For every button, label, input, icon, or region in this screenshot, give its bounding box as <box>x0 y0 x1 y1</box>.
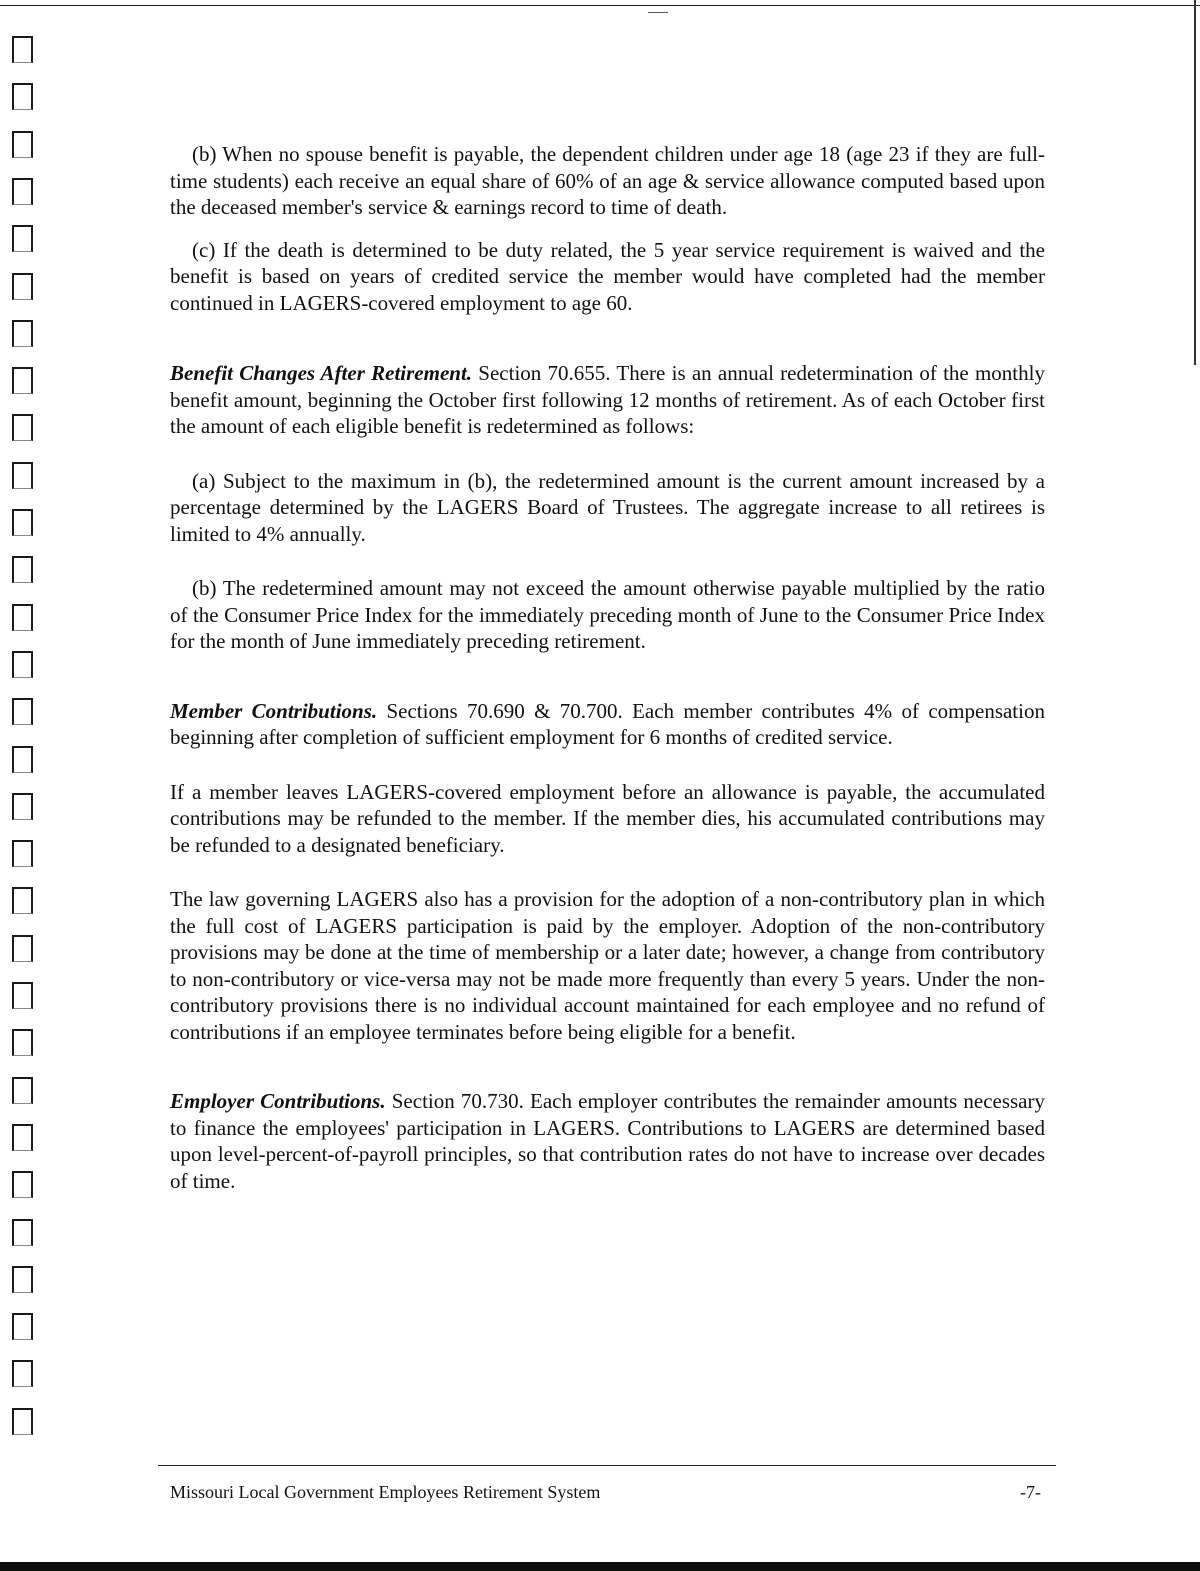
scan-top-mark <box>648 12 668 13</box>
binder-hole <box>12 367 33 394</box>
document-body <box>170 141 1045 1194</box>
binder-holes <box>12 36 42 1536</box>
binder-hole <box>12 1266 33 1293</box>
binder-hole <box>12 793 33 820</box>
binder-hole <box>12 1077 33 1104</box>
heading-member-contributions: Member Contributions. <box>170 698 378 723</box>
binder-hole <box>12 320 33 347</box>
scan-bottom-edge <box>0 1562 1200 1571</box>
binder-hole <box>12 1313 33 1340</box>
binder-hole <box>12 1171 33 1198</box>
binder-hole <box>12 1408 33 1435</box>
binder-hole <box>12 1360 33 1387</box>
binder-hole <box>12 651 33 678</box>
binder-hole <box>12 414 33 441</box>
binder-hole <box>12 840 33 867</box>
binder-hole <box>12 935 33 962</box>
binder-hole <box>12 982 33 1009</box>
binder-hole <box>12 36 33 63</box>
binder-hole <box>12 462 33 489</box>
binder-hole <box>12 131 33 158</box>
binder-hole <box>12 1124 33 1151</box>
binder-hole <box>12 604 33 631</box>
binder-hole <box>12 556 33 583</box>
paragraph-subject-maximum: (a) Subject to the maximum in (b), the redetermined amount is the current amount increased by a percentage determined by the LAGERS Board of Trustees. The aggregate increase to all retirees is limited to 4% annually. <box>170 468 1045 546</box>
paragraph-benefit-changes <box>170 360 1045 440</box>
binder-hole <box>12 273 33 300</box>
binder-hole <box>12 887 33 914</box>
heading-employer-contributions: Employer Contributions. <box>170 1089 386 1113</box>
employer-contributions-text: Section 70.730. Each employer contributes the remainder amounts necessary to finance the employees' participation in LAGERS. Contributions to LAGERS are determined based upon level-percent-of-payroll principles, so that contribution rates do not have to increase over decades of time. <box>170 1089 1045 1193</box>
binder-hole <box>12 1219 33 1246</box>
binder-hole <box>12 509 33 536</box>
scan-right-edge <box>1194 0 1196 365</box>
heading-benefit-changes: Benefit Changes After Retirement. <box>170 361 473 385</box>
paragraph-employer-contributions <box>170 1088 1045 1194</box>
footer-organization: Missouri Local Government Employees Retirement System <box>170 1482 601 1502</box>
paragraph-spouse-children: (b) When no spouse benefit is payable, the dependent children under age 18 (age 23 if they are full-time students) each receive an equal share of 60% of an age & service allowance computed based upon the deceased member's service & earnings record to time of death. <box>170 142 1045 219</box>
paragraph-cpi-limit: (b) The redetermined amount may not exceed the amount otherwise payable multiplied by the ratio of the Consumer Price Index for the immediately preceding month of June to the Consumer Price Index for the month of June immediately preceding retirement. <box>170 576 1045 653</box>
binder-hole <box>12 225 33 252</box>
paragraph-duty-related: (c) If the death is determined to be duty related, the 5 year service requirement is waived and the benefit is based on years of credited service the member would have completed had the member continued in LAGERS-covered employment to age 60. <box>170 237 1045 315</box>
binder-hole <box>12 178 33 205</box>
binder-hole <box>12 746 33 773</box>
member-contributions-text: Sections 70.690 & 70.700. Each member contributes 4% of compensation beginning after completion of sufficient employment for 6 months of credited service. <box>170 698 1045 749</box>
binder-hole <box>12 698 33 725</box>
paragraph-member-contributions <box>170 698 1045 751</box>
benefit-changes-text: Section 70.655. There is an annual redetermination of the monthly benefit amount, beginning the October first following 12 months of retirement. As of each October first the amount of each eligible benefit is redetermined as follows: <box>170 361 1045 438</box>
paragraph-non-contributory: The law governing LAGERS also has a provision for the adoption of a non-contributory plan in which the full cost of LAGERS participation is paid by the employer. Adoption of the non-contributory provisions may be done at the time of membership or a later date; however, a change from contributory to non-contributory or vice-versa may not be made more frequently than every 5 years. Under the non-contributory provisions there is no individual account maintained for each employee and no refund of contributions if an employee terminates before being eligible for a benefit. <box>170 887 1045 1044</box>
footer-rule <box>158 1465 1056 1466</box>
footer-page-number: -7- <box>1020 1482 1041 1502</box>
scan-top-edge <box>0 5 1200 6</box>
paragraph-refunds: If a member leaves LAGERS-covered employment before an allowance is payable, the accumulated contributions may be refunded to the member. If the member dies, his accumulated contributions may be refunded to a designated beneficiary. <box>170 779 1045 857</box>
binder-hole <box>12 1029 33 1056</box>
binder-hole <box>12 83 33 110</box>
